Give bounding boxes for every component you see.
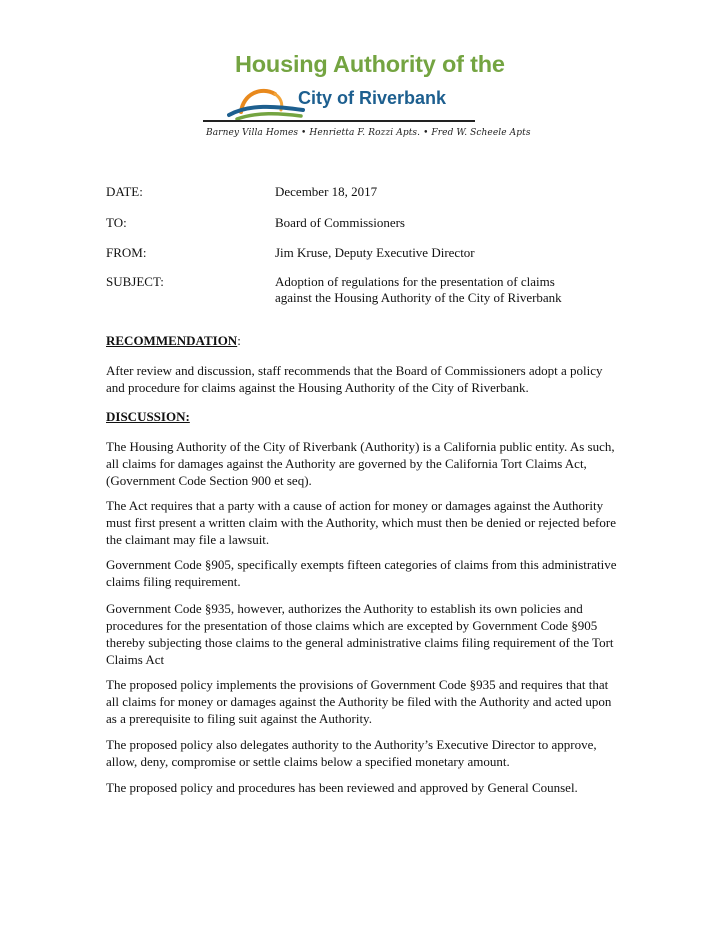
date-label: DATE: <box>106 184 143 199</box>
subject-label: SUBJECT: <box>106 274 164 289</box>
date-value: December 18, 2017 <box>275 184 378 199</box>
to-label: TO: <box>106 215 127 230</box>
sunrise-logo-icon <box>227 82 305 122</box>
discussion-paragraph-4 <box>106 600 618 668</box>
recommendation-heading <box>106 333 241 349</box>
letterhead-divider <box>203 120 475 122</box>
org-name-line1: Housing Authority of the <box>235 51 505 77</box>
discussion-paragraph: The proposed policy and procedures has been reviewed and approved by General Counsel. <box>106 780 578 795</box>
discussion-paragraph-3 <box>106 556 618 590</box>
org-name-line2: City of Riverbank <box>298 88 447 108</box>
discussion-paragraph: The proposed policy also delegates authority to the Authority’s Executive Director to approve, allow, deny, compromise or settle claims below a specified monetary amount. <box>106 737 597 769</box>
discussion-paragraph-1 <box>106 438 618 489</box>
discussion-paragraph-6 <box>106 736 618 770</box>
letterhead <box>0 0 720 150</box>
discussion-paragraph: Government Code §905, specifically exempts fifteen categories of claims from this administrative claims filing requirement. <box>106 557 617 589</box>
recommendation-body <box>106 362 618 396</box>
discussion-paragraph: Government Code §935, however, authorizes the Authority to establish its own policies and procedures for the presentation of those claims which are excepted by Government Code §905 thereby subjecting those claims to the general administrative claims filing requirement of the Tort Claims Act <box>106 601 614 667</box>
to-value: Board of Commissioners <box>275 215 405 230</box>
letterhead-tagline: Barney Villa Homes • Henrietta F. Rozzi Apts. • Fred W. Scheele Apts <box>206 128 531 138</box>
recommendation-heading-colon: : <box>237 333 241 348</box>
discussion-paragraph: The Housing Authority of the City of Riverbank (Authority) is a California public entity. As such, all claims for damages against the Authority are governed by the California Tort Claims Act, (Government Code Section 900 et seq). <box>106 439 615 488</box>
subject-value-line2: against the Housing Authority of the City of Riverbank <box>275 290 562 305</box>
discussion-paragraph-5 <box>106 676 618 727</box>
discussion-paragraph: The Act requires that a party with a cause of action for money or damages against the Authority must first present a written claim with the Authority, which must then be denied or rejected before the claimant may file a lawsuit. <box>106 498 616 547</box>
recommendation-paragraph: After review and discussion, staff recommends that the Board of Commissioners adopt a policy and procedure for claims against the Housing Authority of the City of Riverbank. <box>106 363 603 395</box>
discussion-paragraph-7 <box>106 779 618 796</box>
from-label: FROM: <box>106 245 147 260</box>
discussion-heading: DISCUSSION: <box>106 409 190 424</box>
subject-value-line1: Adoption of regulations for the presentation of claims <box>275 274 555 289</box>
recommendation-heading-text: RECOMMENDATION <box>106 333 238 348</box>
discussion-paragraph-2 <box>106 497 618 548</box>
from-value: Jim Kruse, Deputy Executive Director <box>275 245 475 260</box>
discussion-paragraph: The proposed policy implements the provisions of Government Code §935 and requires that that all claims for money or damages against the Authority be filed with the Authority and acted upon as a prerequisite to filing suit against the Authority. <box>106 677 612 726</box>
